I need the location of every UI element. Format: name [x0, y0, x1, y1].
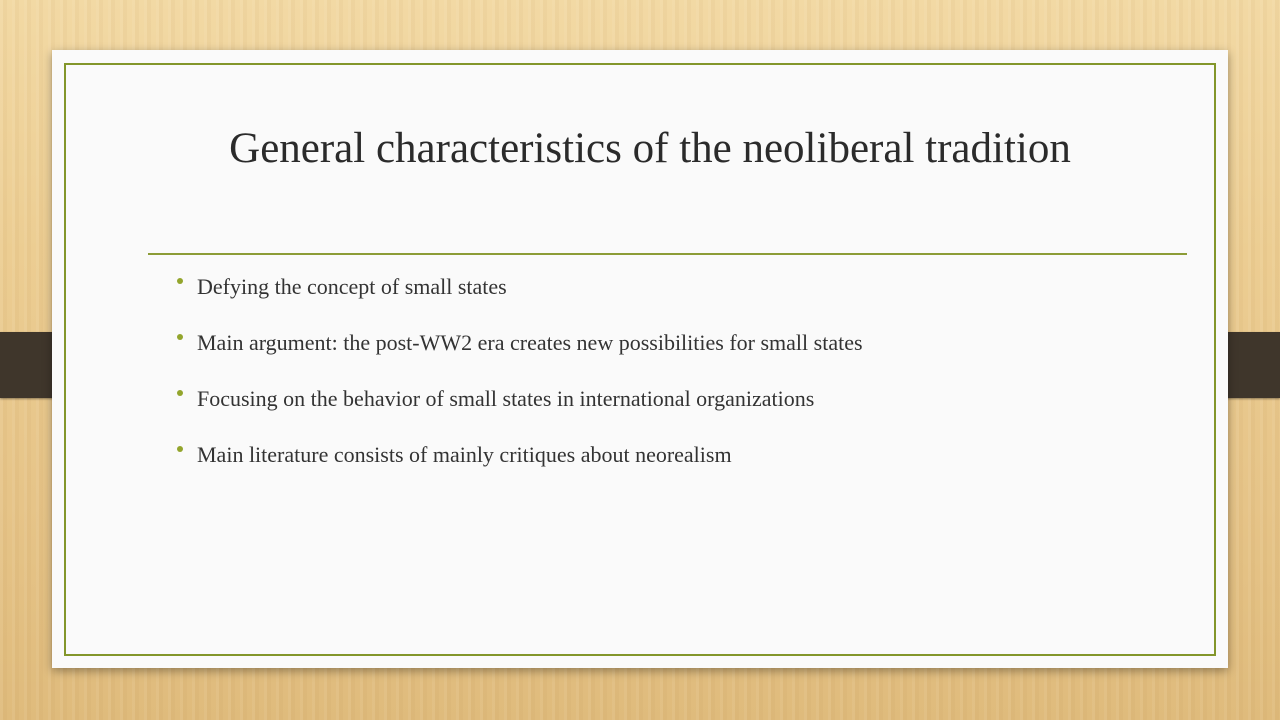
bullet-item	[174, 443, 863, 467]
bullet-item	[174, 275, 863, 299]
bullet-dot-icon	[177, 446, 183, 452]
bullet-dot-icon	[177, 278, 183, 284]
bullet-text: Defying the concept of small states	[197, 274, 507, 299]
bullet-item	[174, 387, 863, 411]
bullet-dot-icon	[177, 390, 183, 396]
slide-title: General characteristics of the neoliberal tradition	[229, 125, 1071, 172]
bullet-dot-icon	[177, 334, 183, 340]
title-divider	[148, 253, 1187, 255]
slide-card	[52, 50, 1228, 668]
bullet-text: Main argument: the post-WW2 era creates new possibilities for small states	[197, 330, 863, 355]
bullet-item	[174, 331, 863, 355]
bullet-text: Focusing on the behavior of small states in international organizations	[197, 386, 815, 411]
bullet-list	[174, 275, 863, 499]
bullet-text: Main literature consists of mainly critiques about neorealism	[197, 442, 732, 467]
